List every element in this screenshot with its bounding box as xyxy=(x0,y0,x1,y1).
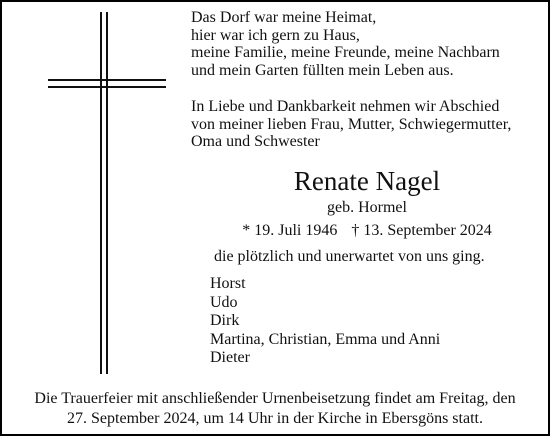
funeral-line: Die Trauerfeier mit anschließender Urnenbeisetzung findet am Freitag, den xyxy=(34,390,516,407)
poem-line: hier war ich gern zu Haus, xyxy=(191,26,360,44)
mourners-list xyxy=(210,275,440,368)
birth-date: * 19. Juli 1946 xyxy=(242,222,338,239)
poem-verse xyxy=(191,9,543,79)
mourner-name: Martina, Christian, Emma und Anni xyxy=(210,330,441,348)
funeral-line: 27. September 2024, um 14 Uhr in der Kirche in Ebersgöns statt. xyxy=(67,410,483,427)
life-dates xyxy=(191,222,543,240)
farewell-line: von meiner lieben Frau, Mutter, Schwiegermutter, xyxy=(191,115,512,133)
funeral-announcement xyxy=(2,389,548,429)
cross-vertical-beam xyxy=(100,12,108,374)
mourner-name: Horst xyxy=(210,275,246,292)
farewell-line: In Liebe und Dankbarkeit nehmen wir Abschied xyxy=(191,98,500,115)
farewell-text xyxy=(191,98,543,151)
poem-line: und mein Garten füllten mein Leben aus. xyxy=(191,61,454,79)
maiden-name: geb. Hormel xyxy=(327,199,407,216)
cross-icon xyxy=(48,2,168,382)
cross-horizontal-beam xyxy=(48,79,166,88)
death-date: † 13. September 2024 xyxy=(351,222,492,239)
poem-line: meine Familie, meine Freunde, meine Nachbarn xyxy=(191,44,500,61)
mourner-name: Dieter xyxy=(210,349,250,366)
farewell-line: Oma und Schwester xyxy=(191,133,320,150)
passing-text: die plötzlich und unerwartet von uns ging. xyxy=(214,248,485,265)
mourner-name: Dirk xyxy=(210,312,240,329)
mourner-name: Udo xyxy=(210,293,238,311)
deceased-name: Renate Nagel xyxy=(293,166,441,196)
poem-line: Das Dorf war meine Heimat, xyxy=(191,9,377,26)
